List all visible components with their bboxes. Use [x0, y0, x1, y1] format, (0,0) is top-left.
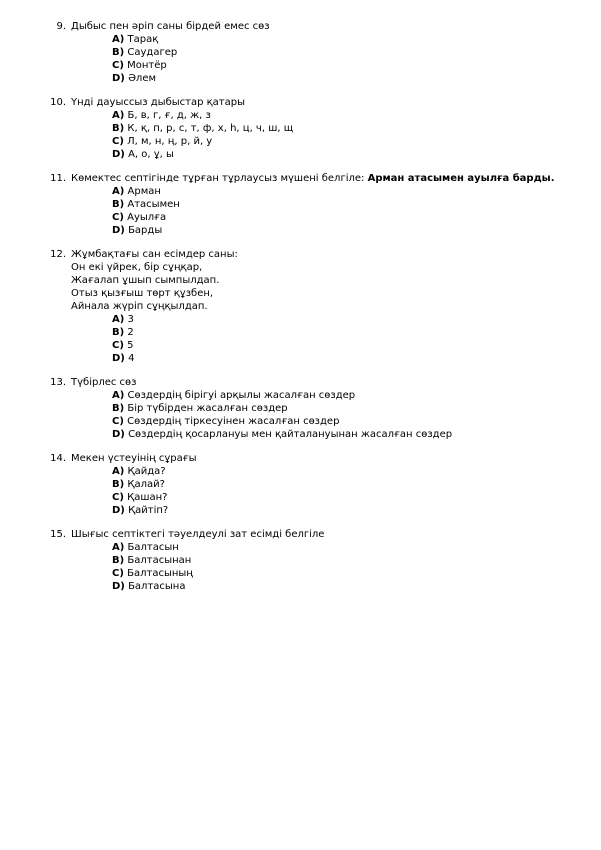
option-d[interactable]: D) Балтасына — [112, 581, 186, 592]
option-d[interactable]: D) 4 — [112, 353, 135, 364]
riddle-line: Отыз қызғыш төрт құзбен, — [71, 288, 214, 299]
option-d[interactable]: D) Сөздердің қосарлануы мен қайталануынан жасалған сөздер — [112, 429, 453, 440]
option-b[interactable]: B) Атасымен — [112, 199, 180, 210]
question-9 — [0, 20, 601, 85]
option-c[interactable]: C) Сөздердің тіркесуінен жасалған сөздер — [112, 416, 340, 427]
option-a[interactable]: A) Сөздердің бірігуі арқылы жасалған сөздер — [112, 390, 356, 401]
option-d[interactable]: D) Әлем — [112, 73, 157, 84]
option-a[interactable]: A) 3 — [112, 314, 134, 325]
question-13 — [0, 376, 601, 441]
question-text: Көмектес септігінде тұрған тұрлаусыз мүшені белгіле: Арман атасымен ауылға барды. — [71, 173, 555, 184]
question-bold-sentence: Арман атасымен ауылға барды. — [367, 173, 555, 184]
option-a[interactable]: A) Тарақ — [112, 34, 159, 45]
option-d[interactable]: D) А, о, ұ, ы — [112, 149, 174, 160]
option-c[interactable]: C) Ауылға — [112, 212, 167, 223]
option-c[interactable]: C) Л, м, н, ң, р, й, у — [112, 136, 213, 147]
option-d[interactable]: D) Барды — [112, 225, 163, 236]
question-number: 13. — [50, 377, 66, 388]
question-14 — [0, 452, 601, 517]
riddle-line: Айнала жүріп сұңқылдап. — [71, 301, 208, 312]
question-text: Үнді дауыссыз дыбыстар қатары — [71, 97, 245, 108]
question-number: 9. — [56, 21, 66, 32]
option-a[interactable]: A) Балтасын — [112, 542, 179, 553]
question-text: Мекен үстеуінің сұрағы — [71, 453, 197, 464]
option-b[interactable]: B) 2 — [112, 327, 134, 338]
option-d[interactable]: D) Қайтіп? — [112, 505, 169, 516]
option-b[interactable]: B) К, қ, п, р, с, т, ф, х, һ, ц, ч, ш, щ — [112, 123, 294, 134]
question-12 — [0, 248, 601, 365]
question-text: Жұмбақтағы сан есімдер саны: — [71, 249, 238, 260]
option-b[interactable]: B) Бір түбірден жасалған сөздер — [112, 403, 288, 414]
question-number: 14. — [50, 453, 66, 464]
question-number: 10. — [50, 97, 66, 108]
question-text: Шығыс септіктегі тәуелдеулі зат есімді белгіле — [71, 529, 325, 540]
option-a[interactable]: A) Б, в, г, ғ, д, ж, з — [112, 110, 211, 121]
question-number: 15. — [50, 529, 66, 540]
option-c[interactable]: C) Монтёр — [112, 60, 167, 71]
question-10 — [0, 96, 601, 161]
option-c[interactable]: C) Қашан? — [112, 492, 168, 503]
question-15 — [0, 528, 601, 593]
riddle-line: Жағалап ұшып сымпылдап. — [71, 275, 220, 286]
option-c[interactable]: C) Балтасының — [112, 568, 193, 579]
question-11 — [0, 172, 601, 237]
option-a[interactable]: A) Арман — [112, 186, 161, 197]
question-number: 12. — [50, 249, 66, 260]
question-text: Түбірлес сөз — [71, 377, 137, 388]
option-b[interactable]: B) Балтасынан — [112, 555, 192, 566]
question-text: Дыбыс пен әріп саны бірдей емес сөз — [71, 21, 270, 32]
option-a[interactable]: A) Қайда? — [112, 466, 166, 477]
option-b[interactable]: B) Саудагер — [112, 47, 178, 58]
option-b[interactable]: B) Қалай? — [112, 479, 165, 490]
option-c[interactable]: C) 5 — [112, 340, 134, 351]
riddle-line: Он екі үйрек, бір сұңқар, — [71, 262, 203, 273]
question-number: 11. — [50, 173, 66, 184]
